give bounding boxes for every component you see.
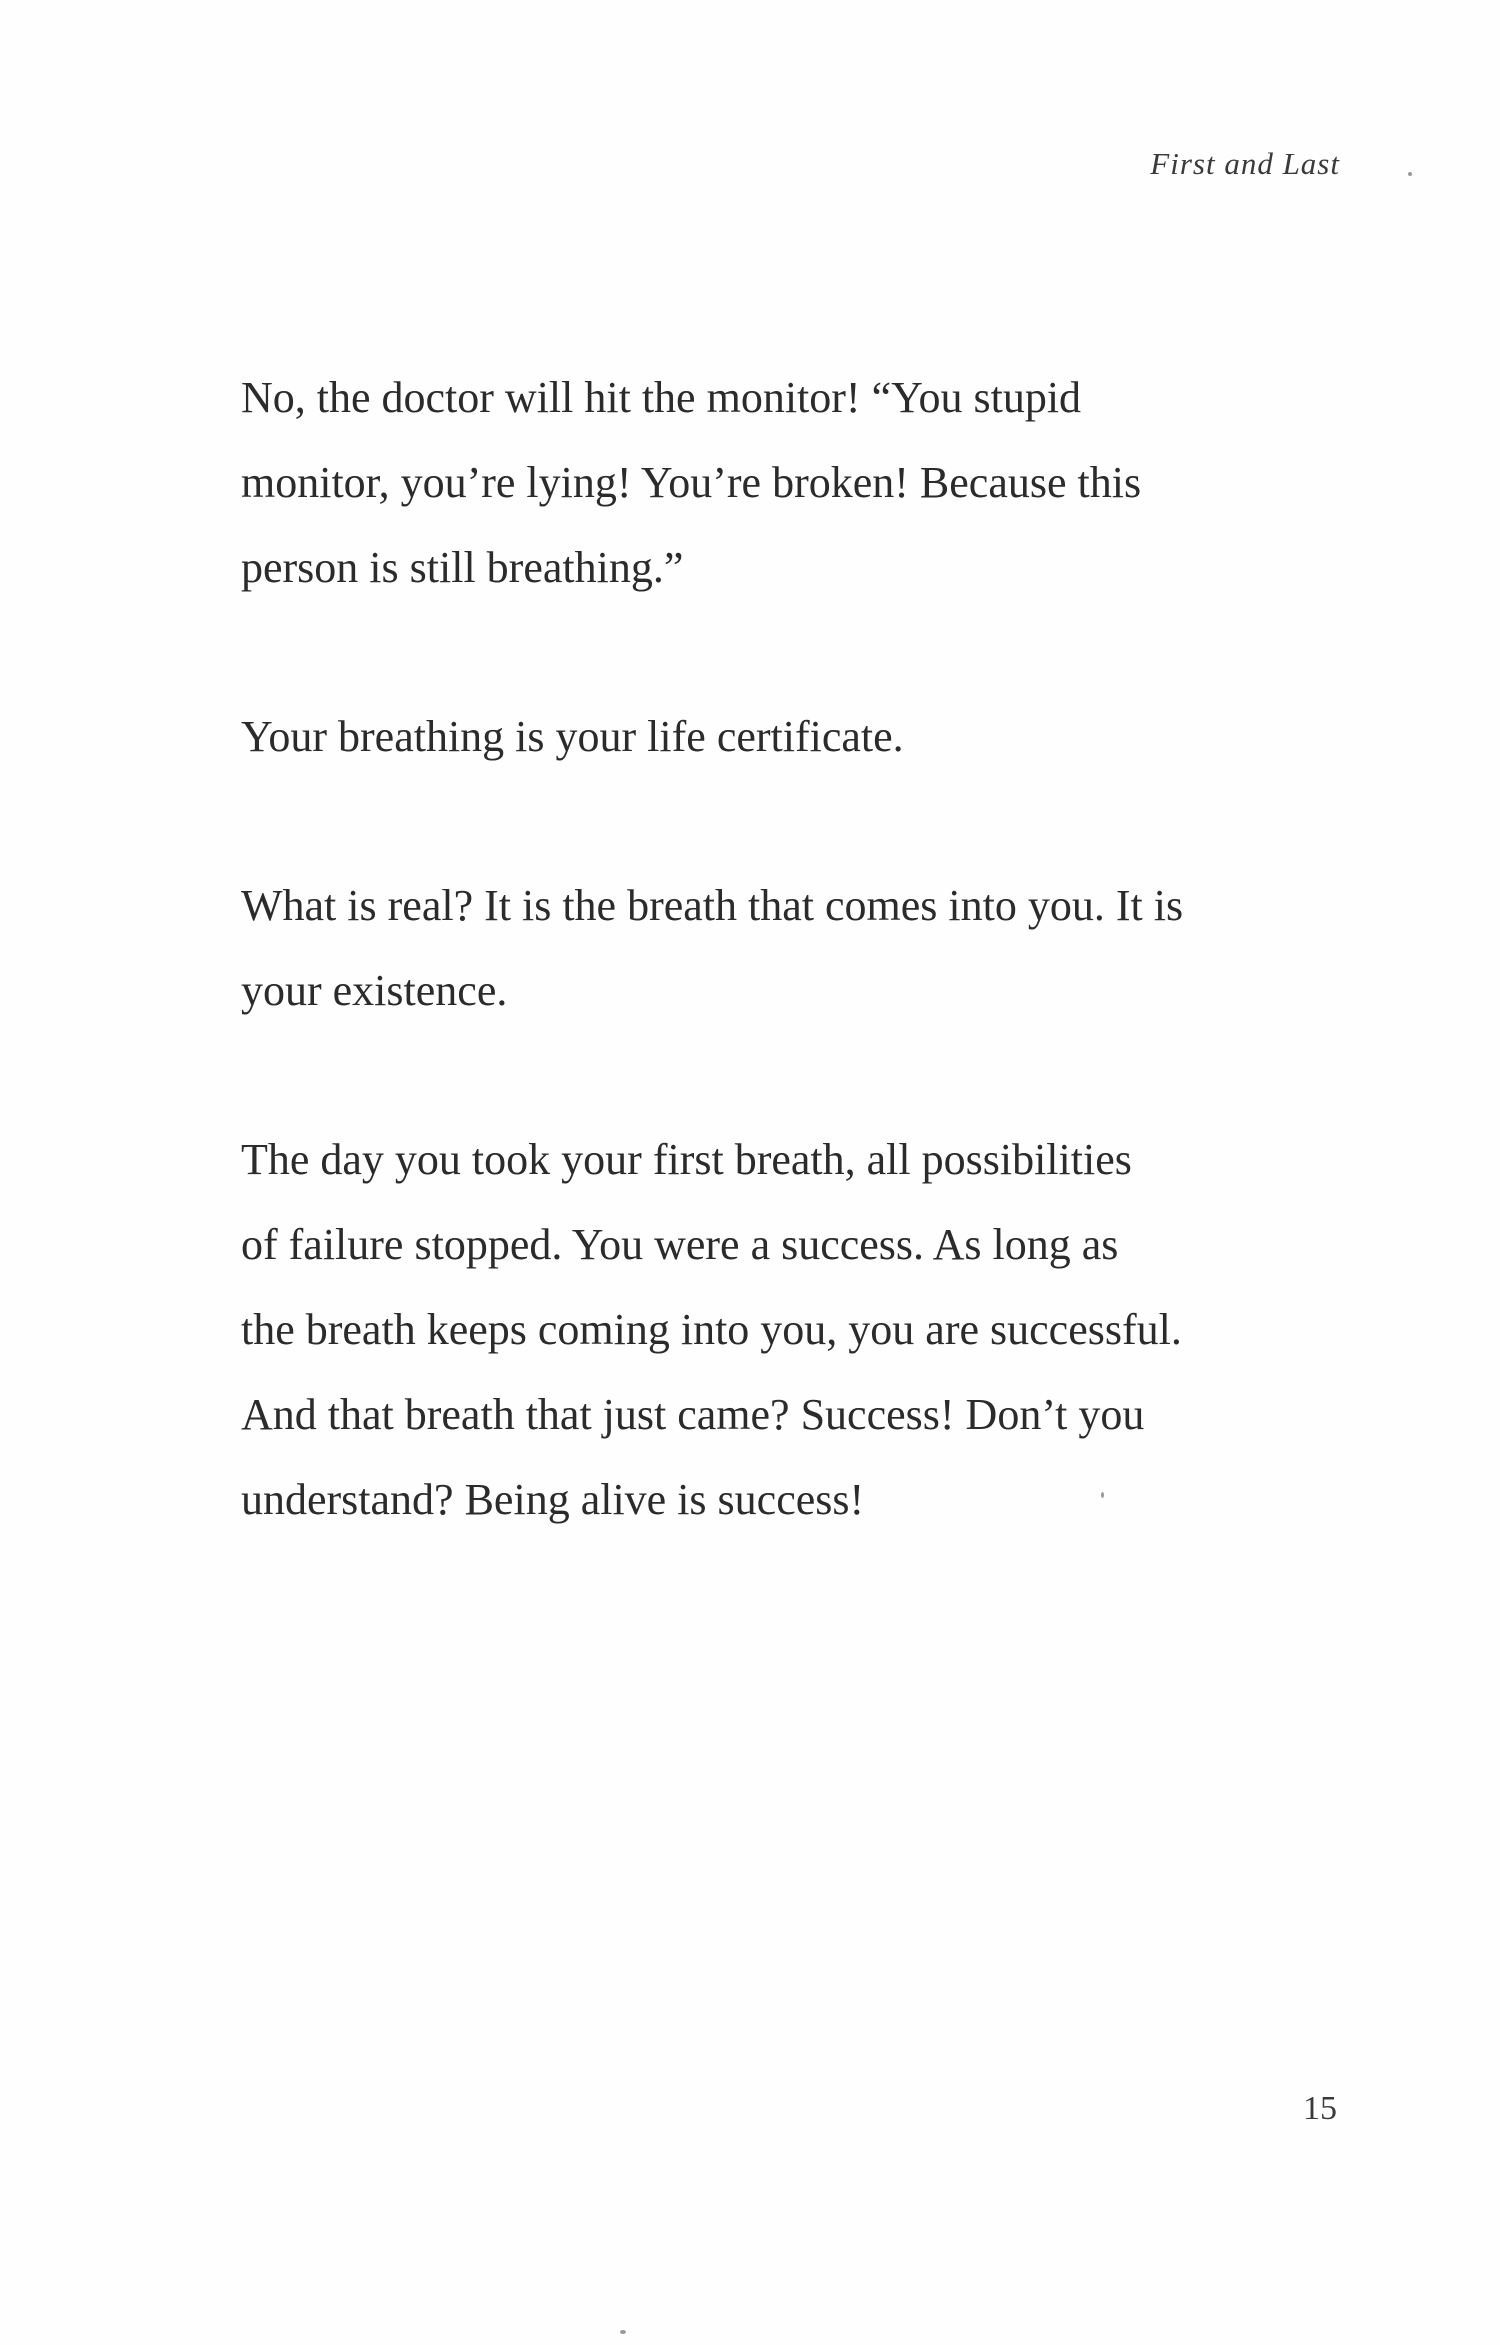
text-line: person is still breathing.”	[241, 543, 684, 592]
text-line: monitor, you’re lying! You’re broken! Because this	[241, 458, 1142, 507]
body-text	[241, 355, 1261, 1626]
text-line: of failure stopped. You were a success. As long as	[241, 1220, 1119, 1269]
text-line: What is real? It is the breath that comes into you. It is	[241, 881, 1184, 930]
text-line: your existence.	[241, 966, 508, 1015]
paragraph-2	[241, 694, 1261, 779]
text-line: Your breathing is your life certificate.	[241, 712, 904, 761]
scan-speck	[620, 2330, 626, 2334]
running-header: First and Last	[1150, 146, 1340, 181]
paragraph-1	[241, 355, 1261, 610]
scan-speck	[1408, 172, 1412, 176]
text-line: the breath keeps coming into you, you are successful.	[241, 1305, 1182, 1354]
text-line: understand? Being alive is success!	[241, 1475, 865, 1524]
page-number: 15	[1303, 2090, 1337, 2127]
scan-speck	[1101, 1492, 1104, 1498]
text-line: No, the doctor will hit the monitor! “You stupid	[241, 373, 1082, 422]
text-line: And that breath that just came? Success! Don’t you	[241, 1390, 1145, 1439]
paragraph-3	[241, 863, 1261, 1033]
paragraph-4	[241, 1117, 1261, 1542]
text-line: The day you took your first breath, all possibilities	[241, 1135, 1132, 1184]
